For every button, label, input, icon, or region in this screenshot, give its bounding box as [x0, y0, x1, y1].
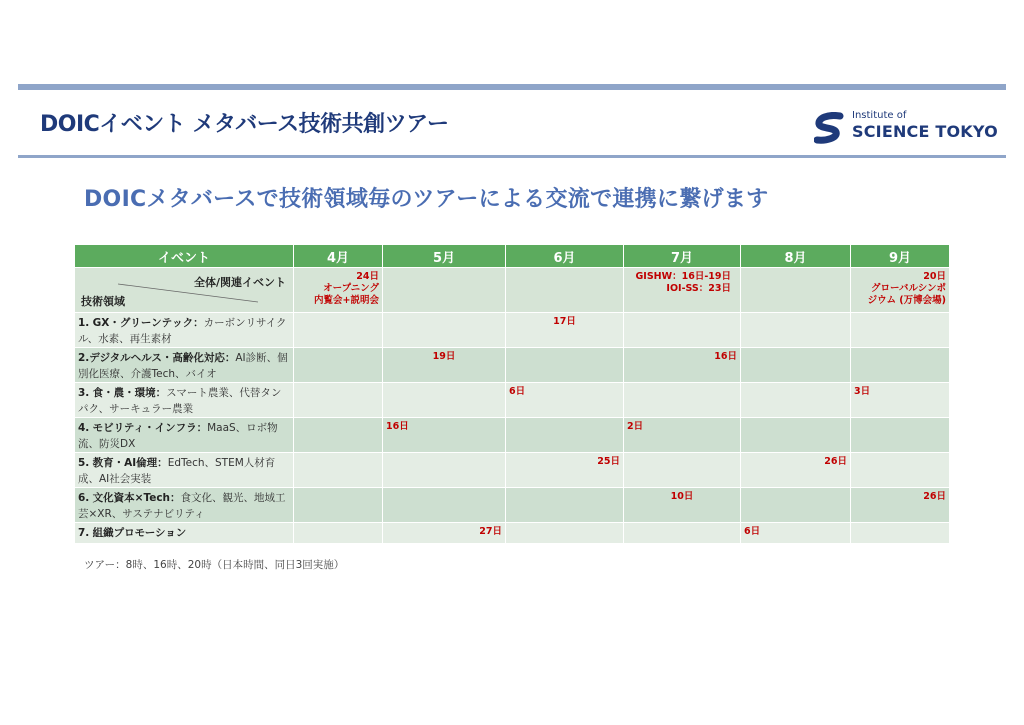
- row-num: 5.: [78, 457, 90, 469]
- tour-date: 26日: [824, 456, 847, 467]
- overall-jul-event: GISHW：16日-19日 IOI-SS：23日: [635, 271, 731, 294]
- row-desc: MaaS、ロボ物流、防災DX: [78, 422, 278, 450]
- tour-date: 19日: [432, 351, 456, 362]
- cell-may: [383, 523, 506, 544]
- row-label: [78, 523, 290, 541]
- cell-aug: [741, 488, 851, 523]
- col-header-jul: 7月: [624, 245, 741, 268]
- row-label-cell: [75, 348, 294, 383]
- cell-sep: [851, 453, 950, 488]
- logo-small-text: Institute of: [852, 110, 907, 121]
- row-num: 3.: [78, 387, 90, 399]
- row-label-cell: [75, 523, 294, 544]
- tour-date: 27日: [479, 526, 502, 537]
- cell-jun: [506, 313, 624, 348]
- overall-sep-cell: [851, 268, 950, 313]
- row-label-cell: [75, 383, 294, 418]
- cell-jun: [506, 453, 624, 488]
- tour-date: 17日: [553, 316, 576, 327]
- col-header-jun: 6月: [506, 245, 624, 268]
- cell-apr: [294, 418, 383, 453]
- cell-jul: [624, 418, 741, 453]
- cell-apr: [294, 488, 383, 523]
- table-row-overall-events: [75, 268, 950, 313]
- cell-jul: [624, 383, 741, 418]
- cell-apr: [294, 383, 383, 418]
- tour-date: 2日: [627, 421, 644, 432]
- table-header-row: [75, 245, 950, 268]
- col-header-event: イベント: [75, 245, 294, 268]
- institution-logo: [814, 108, 999, 148]
- cell-may: [383, 313, 506, 348]
- row-title: 組織プロモーション: [92, 527, 187, 539]
- page-title: DOICイベント メタバース技術共創ツアー: [40, 112, 449, 137]
- row-title: 教育・AI倫理：: [92, 457, 168, 469]
- cell-sep: [851, 523, 950, 544]
- row-title: 食・農・環境：: [92, 387, 167, 399]
- cell-may: [383, 488, 506, 523]
- row-num: 1.: [78, 317, 90, 329]
- overall-label-cell: [75, 268, 294, 313]
- cell-jun: [506, 348, 624, 383]
- row-label-cell: [75, 313, 294, 348]
- table-row: [75, 348, 950, 383]
- cell-aug: [741, 523, 851, 544]
- col-header-apr: 4月: [294, 245, 383, 268]
- overall-event-label: 全体/関連イベント: [193, 276, 286, 289]
- overall-apr-event: 24日 オープニング 内覧会+説明会: [314, 271, 379, 306]
- col-header-may: 5月: [383, 245, 506, 268]
- cell-apr: [294, 348, 383, 383]
- row-title: モビリティ・インフラ：: [92, 422, 208, 434]
- overall-aug-cell: [741, 268, 851, 313]
- row-title: GX・グリーンテック：: [92, 317, 204, 329]
- tour-date: 10日: [670, 491, 694, 502]
- tour-date: 25日: [597, 456, 620, 467]
- row-label: [78, 383, 290, 417]
- tour-date: 3日: [854, 386, 871, 397]
- row-desc: カーボンリサイクル、水素、再生素材: [78, 317, 287, 345]
- cell-sep: [851, 488, 950, 523]
- cell-may: [383, 383, 506, 418]
- cell-may: [383, 418, 506, 453]
- overall-apr-cell: [294, 268, 383, 313]
- logo-mark-icon: [814, 112, 844, 144]
- row-label: [78, 488, 290, 522]
- row-label: [78, 313, 290, 347]
- schedule-table: [74, 244, 950, 544]
- cell-sep: [851, 348, 950, 383]
- row-num: 7.: [78, 527, 90, 539]
- row-desc: 食文化、観光、地域工芸×XR、サステナビリティ: [78, 492, 286, 520]
- cell-apr: [294, 453, 383, 488]
- cell-jul: [624, 313, 741, 348]
- cell-jun: [506, 418, 624, 453]
- cell-jun: [506, 488, 624, 523]
- tour-date: 6日: [509, 386, 526, 397]
- row-desc: スマート農業、代替タンパク、サーキュラー農業: [78, 387, 282, 415]
- cell-aug: [741, 453, 851, 488]
- overall-jun-cell: [506, 268, 624, 313]
- row-label-cell: [75, 488, 294, 523]
- table-row: [75, 313, 950, 348]
- table-row: [75, 523, 950, 544]
- cell-jul: [624, 488, 741, 523]
- header-bottom-rule: [18, 155, 1006, 158]
- row-label-cell: [75, 453, 294, 488]
- row-label: [78, 453, 290, 487]
- cell-jul: [624, 523, 741, 544]
- cell-aug: [741, 383, 851, 418]
- tour-date: 16日: [386, 421, 409, 432]
- cell-aug: [741, 313, 851, 348]
- tech-field-label: 技術領域: [81, 295, 125, 308]
- col-header-aug: 8月: [741, 245, 851, 268]
- row-desc: AI診断、個別化医療、介護Tech、バイオ: [78, 352, 288, 380]
- row-label: [78, 348, 290, 382]
- row-title: 文化資本×Tech：: [92, 492, 181, 504]
- cell-jun: [506, 523, 624, 544]
- cell-sep: [851, 383, 950, 418]
- cell-may: [383, 348, 506, 383]
- row-num: 6.: [78, 492, 90, 504]
- header-top-rule: [18, 84, 1006, 90]
- tour-times-note: ツアー：8時、16時、20時（日本時間、同日3回実施）: [84, 559, 345, 571]
- overall-sep-event: 20日 グローバルシンポ ジウム (万博会場): [867, 271, 946, 306]
- cell-may: [383, 453, 506, 488]
- row-title: デジタルヘルス・高齢化対応：: [89, 352, 236, 364]
- page-subtitle: DOICメタバースで技術領域毎のツアーによる交流で連携に繋げます: [84, 187, 769, 212]
- col-header-sep: 9月: [851, 245, 950, 268]
- cell-aug: [741, 348, 851, 383]
- cell-sep: [851, 313, 950, 348]
- table-row: [75, 453, 950, 488]
- row-num: 4.: [78, 422, 90, 434]
- tour-date: 26日: [923, 491, 946, 502]
- cell-sep: [851, 418, 950, 453]
- table-row: [75, 418, 950, 453]
- cell-aug: [741, 418, 851, 453]
- overall-jul-cell: [624, 268, 741, 313]
- row-label: [78, 418, 290, 452]
- logo-big-text: SCIENCE TOKYO: [852, 122, 998, 141]
- cell-jul: [624, 453, 741, 488]
- tour-date: 16日: [714, 351, 737, 362]
- cell-jul: [624, 348, 741, 383]
- table-row: [75, 488, 950, 523]
- row-label-cell: [75, 418, 294, 453]
- table-row: [75, 383, 950, 418]
- row-num: 2.: [78, 352, 90, 364]
- cell-jun: [506, 383, 624, 418]
- tour-date: 6日: [744, 526, 761, 537]
- cell-apr: [294, 523, 383, 544]
- overall-may-cell: [383, 268, 506, 313]
- cell-apr: [294, 313, 383, 348]
- row-desc: EdTech、STEM人材育成、AI社会実装: [78, 457, 276, 485]
